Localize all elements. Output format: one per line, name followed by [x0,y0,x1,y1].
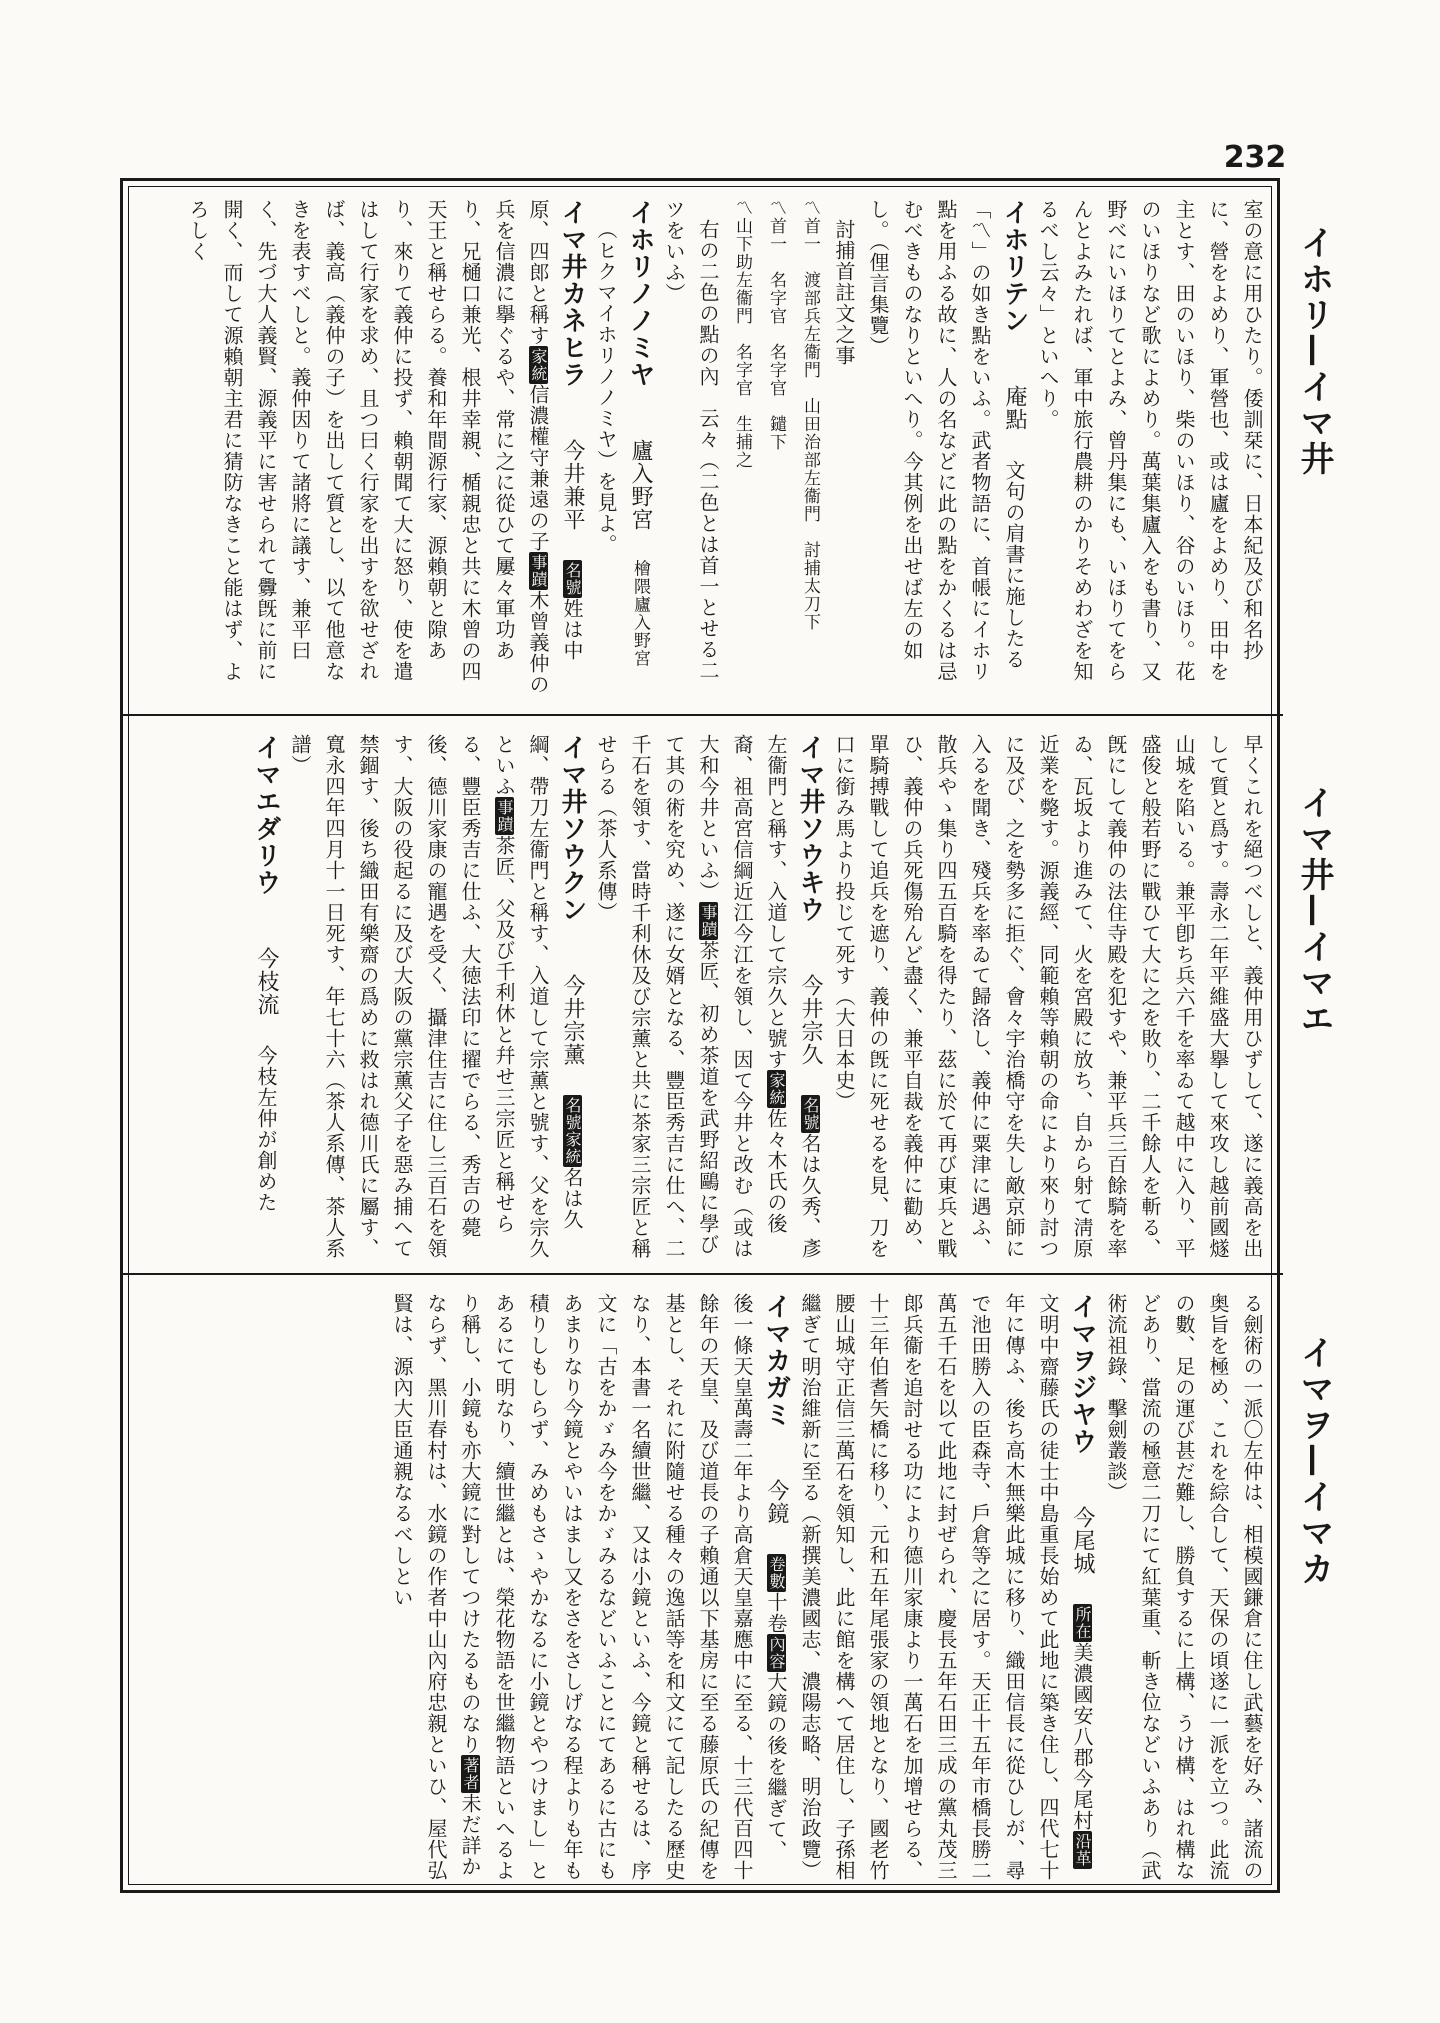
document-title: 討捕首註文之事 [832,219,856,366]
paragraph: る劍術の一派〇左仲は、相模國鎌倉に住し武藝を好み、諸流の奥旨を極め、これを綜合して、天保の頃遂に一派を立つ。此流の數、足の運び甚だ難し、勝負するに上構、うけ構、はれ構などあり、當流の極意二刀にて紅葉重、斬き位などいふあり（武術流祖錄、擊劍叢談） [1104,1293,1264,1881]
entry-iho-riten [861,199,1031,700]
tier-middle [123,714,1283,1275]
label-tag: 家統 [529,348,548,382]
label-tag: 事蹟 [529,554,548,588]
entry-imai-soukyu [589,734,827,1261]
column-text [137,199,1269,700]
entry-term: イマカガミ [761,1293,791,1428]
paragraph: 早くこれを絕つべしと、義仲用ひずして、遂に義高を出して質と爲す。壽永二年平維盛大擧して來攻し越前國燧山城を陷いる。兼平卽ち兵六千を率ゐて越中に入り、平盛俊と般若野に戰ひて大に之を敗り、二千餘人を斬る、旣にして義仲の法住寺殿を犯すや、兼平兵三百餘騎を率ゐ、瓦坂より進みて、火を宮殿に放ち、自から射て淸原近業を斃す。源義經、同範賴等賴朝の命により來り討つに及び、之を勢多に拒ぐ、會々宇治橋守を失し敵京師に入るを聞き、殘兵を率ゐて歸洛し、義仲に粟津に遇ふ、散兵やゝ集り四五百騎を得たり、茲に於て再び東兵と戰ひ、義仲の兵死傷殆んど盡く、兼平自裁を義仲に勸め、單騎搏戰して追兵を遮り、義仲の旣に死せるを見、刀を口に銜み馬より投じて死す（大日本史） [832,734,1264,1259]
label-tag: 名號家統 [563,1096,582,1165]
entry-body: 文明中齋藤氏の徒士中島重長始めて此地に築き住し、四代七十年に傳ふ、後ち高木無樂此城に移り、織田信長に從ひしが、尋で池田勝入の臣森寺、戶倉等之に居す。天正十五年市橋長勝二萬五千石を以て此地に封ぜられ、慶長五年石田三成の黨丸茂三郞兵衞を追討せる功により德川家康より一萬石を加增せらる、十三年伯耆矢橋に移り、元和五年尾張家の領地となり、國老竹腰山城守正信三萬石を領知し、此に館を構へて居住し、子孫相繼ぎて明治維新に至る（新撰美濃國志、濃陽志略、明治政覽） [798,1293,1060,1881]
entry-term: イマ井ソウキウ [795,734,825,923]
label-tag: 名號 [563,561,582,596]
running-head-2: イマ井—イマエ [1294,785,1334,1037]
entry-text: 信濃權守兼遠の子 [526,384,550,552]
entry-term: イホリノノミヤ [625,199,655,388]
tier-bottom [123,1273,1283,1895]
entry-term: イホリテン [999,199,1029,334]
entry-imai-soukun [283,734,589,1261]
label-tag: 卷數 [767,1555,786,1590]
entry-kanji: 今井兼平 [560,439,585,532]
entry-source: （俚言集覽） [866,241,890,357]
entry-imao-jou [793,1293,1099,1881]
label-tag: 所在 [1073,1605,1092,1640]
entry-term: イマヲジヤウ [1067,1293,1097,1455]
entry-kanji: 今枝流 [254,947,279,1017]
entry-kanji: 今鏡 [764,1479,789,1526]
entry-ihori-nomiya [623,199,657,700]
page-frame [120,178,1280,1893]
entry-kanji: 庵點 [1002,385,1027,432]
entry-body: 文句の肩書に施したる「〽」の如き點をいふ。武者物語に、首帳にイホリ點を用ふる故に、人の名などに此の點をかくるは忌むべきものなりといへり。今其例を出せば左の如し。 [866,199,1026,682]
column-text [137,1293,1269,1881]
entry-kanji: 今尾城 [1070,1506,1095,1576]
entry-imaeda-ryu [249,734,283,1261]
entry-body: 茶匠、父及び千利休と幷せ三宗匠と稱せらる、豐臣秀吉に仕ふ、大徳法印に擢でらる、秀吉の薨後、德川家康の寵遇を受く、攝津住吉に住し三百石を領す、大阪の役起るに及び大阪の黨宗薰父子を惡み捕へて禁錮す、後ち織田有樂齋の爲めに救はれ德川氏に屬す、寬永四年四月十一日死す、年七十六（茶人系傳、茶人系譜） [288,734,516,1259]
label-tag: 家統 [767,1072,786,1106]
entry-text: 姓は中原、四郎と稱す [526,199,584,661]
document-line: 〽首一 渡部兵左衞門 山田治部左衞門 討捕太刀下 [800,199,820,631]
running-head-1: イホリ—イマ井 [1294,225,1334,477]
column-text [137,734,1269,1261]
entry-kanji: 今井宗薰 [560,974,585,1067]
label-tag: 事蹟 [699,904,718,938]
entry-term: イマ井ソウクン [557,734,587,923]
label-tag: 內容 [767,1635,786,1670]
running-head-3: イマヲ—イマカ [1294,1335,1334,1587]
entry-body: 木曾義仲の兵を信濃に擧ぐるや、常に之に從ひて屢々軍功あり、兄樋口兼光、根井幸親、楯親忠と共に木曾の四天王と稱せらる。養和年間源行家、源賴朝と隙あり、來りて義仲に投ず、賴朝聞て大に怒り、使を遣はして行家を求め、且つ曰く行家を出すを欲せざれば、義高（義仲の子）を出して質とし、以て他意なきを表すべしと。義仲因りて諸將に議す、兼平曰く、先づ大人義賢、源義平に害せられて釁旣に前に開く、而して源賴朝主君に猜防なきこと能はず、よろしく [186,199,550,695]
document-line: 〽首一 名字官 名字官 鑓下 [766,199,786,451]
entry-term: イマエダリウ [251,734,281,896]
entry-body: 茶匠、初め茶道を武野紹鷗に學びて其の術を究め、遂に女婿となる、豐臣秀吉に仕へ、二千石を領す、當時千利休及び宗薰と共に茶家三宗匠と稱せらる（茶人系傳） [594,734,720,1259]
page-number: 232 [1223,140,1287,175]
entry-text: 名は久綱、帶刀左衞門と稱す、入道して宗薰と號す、父を宗久といふ [492,734,584,1259]
entry-subtitle: 檜隈廬入野宮 [630,559,650,668]
entry-term: イマ井カネヒラ [557,199,587,388]
entry-text: 佐々木氏の後裔、祖高宮信綱近江今江を領し、因て今井と改む（或は大和今井といふ） [696,734,788,1259]
label-tag: 事蹟 [495,799,514,833]
label-tag: 著者 [461,1757,480,1791]
entry-text: 美濃國安八郡今尾村 [1070,1641,1094,1831]
label-tag: 沿革 [1073,1832,1092,1867]
entry-kanji: 廬入野宮 [628,439,653,532]
entry-text: 十卷 [764,1591,788,1634]
paragraph: 室の意に用ひたり。倭訓栞に、日本紀及び和名抄に、營をよめり、軍營也、或は廬をよめり、田中を主とす、田のいほり、柴のいほり、谷のいほり。花のいほりなど歌によめり。萬葉集廬入をも書り、又野べにいほりてとよみ、曾丹集にも、いほりてをらんとよみたれば、軍中旅行農耕のかりそめわざを知るべし云々」といへり。 [1036,199,1264,682]
tier-top [123,181,1283,714]
entry-body: （ヒクマイホリノノミヤ）を見よ。 [594,219,618,555]
document-line: 〽山下助左衞門 名字官 生捕之 [732,199,752,469]
label-tag: 名號 [801,1096,820,1131]
document-line: 右の二色の點の內 云々（二色とは首一とせる二ツをいふ） [662,199,720,681]
entry-imai-kanehira [181,199,589,700]
entry-body: 未だ詳かならず、黑川春村は、水鏡の作者中山內府忠親といひ、屋代弘賢は、源內大臣通親なるべしとい [390,1293,482,1881]
entry-body: 今枝左仲が創めた [254,1044,278,1213]
entry-text: 名は久秀、彥左衞門と稱す、入道して宗久と號す [764,734,822,1259]
entry-imakagami [385,1293,793,1881]
entry-kanji: 今井宗久 [798,974,823,1067]
entry-text: 大鏡の後を繼ぎて、後一條天皇萬壽二年より高倉天皇嘉應中に至る、十三代百四十餘年の天皇、及び道長の子賴通以下基房に至る藤原氏の紀傳を基とし、それに附隨せる種々の逸話等を和文にて記したる歷史なり、本書一名續世繼、又は小鏡といふ、今鏡と稱せるは、序文に「古をかゞみ今をかゞみるなどいふことにてあるに古にもあまりなり今鏡とやいはまし又をさをさしげなる程よりも年も積りしもしらず、みめもさゝやかなるに小鏡とやつけまし」とあるにて明なり、續世繼とは、榮花物語を世繼物語といへるより稱し、小鏡も亦大鏡に對してつけたるものなり [458,1293,788,1881]
